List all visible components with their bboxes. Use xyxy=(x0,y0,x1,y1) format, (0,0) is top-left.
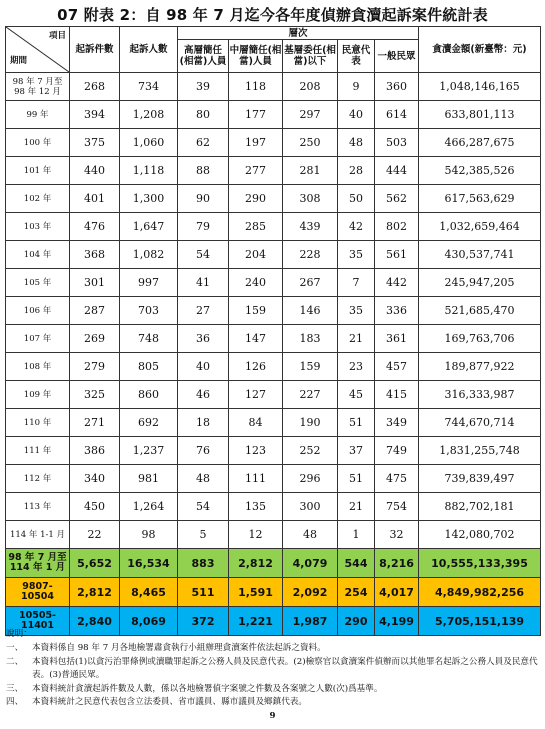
summary-cell-high: 372 xyxy=(178,607,229,636)
cell-amount: 1,831,255,748 xyxy=(419,437,541,465)
col-header-base: 基層委任(相當)以下 xyxy=(283,40,338,73)
cell-base: 308 xyxy=(283,185,338,213)
cell-rep: 51 xyxy=(338,409,375,437)
cell-cases: 325 xyxy=(70,381,120,409)
note-item xyxy=(6,683,540,697)
cell-persons: 1,300 xyxy=(120,185,178,213)
cell-rep: 42 xyxy=(338,213,375,241)
cell-mid: 159 xyxy=(229,297,283,325)
cell-period: 111 年 xyxy=(6,437,70,465)
cell-period: 101 年 xyxy=(6,157,70,185)
table-corner-header xyxy=(6,27,70,73)
notes-title: 說明： xyxy=(6,629,32,639)
table-row xyxy=(6,129,541,157)
cell-amount: 542,385,526 xyxy=(419,157,541,185)
note-text: 本資料係自 98 年 7 月各地檢署肅貪執行小組辦理貪瀆案件依法起訴之資料。 xyxy=(32,643,326,653)
note-number: 二、 xyxy=(6,656,24,667)
cell-mid: 135 xyxy=(229,493,283,521)
cell-period: 113 年 xyxy=(6,493,70,521)
summary-cell-persons: 16,534 xyxy=(120,549,178,578)
cell-persons: 1,082 xyxy=(120,241,178,269)
table-row xyxy=(6,493,541,521)
cell-rep: 7 xyxy=(338,269,375,297)
cell-persons: 1,264 xyxy=(120,493,178,521)
cell-cases: 394 xyxy=(70,101,120,129)
summary-cell-high: 511 xyxy=(178,578,229,607)
note-item xyxy=(6,656,540,683)
cell-persons: 98 xyxy=(120,521,178,549)
cell-public: 802 xyxy=(375,213,419,241)
cell-base: 296 xyxy=(283,465,338,493)
cell-amount: 169,763,706 xyxy=(419,325,541,353)
note-text: 本資料包括(1)以貪污治罪條例或瀆職罪起訴之公務人員及民意代表。(2)檢察官以貪瀆案件偵辦而以其他罪名起訴之公務人員及民意代表。(3)普通民眾。 xyxy=(32,656,538,680)
cell-persons: 805 xyxy=(120,353,178,381)
cell-mid: 126 xyxy=(229,353,283,381)
cell-high: 62 xyxy=(178,129,229,157)
col-header-amount: 貪瀆金額(新臺幣：元) xyxy=(419,27,541,73)
cell-public: 503 xyxy=(375,129,419,157)
col-header-public: 一般民眾 xyxy=(375,40,419,73)
cell-high: 88 xyxy=(178,157,229,185)
cell-persons: 703 xyxy=(120,297,178,325)
summary-row xyxy=(6,578,541,607)
table-row xyxy=(6,157,541,185)
col-header-rank-group: 層次 xyxy=(178,27,419,40)
cell-rep: 9 xyxy=(338,73,375,101)
table-row xyxy=(6,269,541,297)
cell-high: 27 xyxy=(178,297,229,325)
table-row xyxy=(6,73,541,101)
cell-persons: 860 xyxy=(120,381,178,409)
cell-rep: 35 xyxy=(338,241,375,269)
cell-rep: 21 xyxy=(338,325,375,353)
table-row xyxy=(6,353,541,381)
summary-cell-public: 4,199 xyxy=(375,607,419,636)
statistics-table xyxy=(5,26,541,636)
cell-mid: 177 xyxy=(229,101,283,129)
summary-cell-cases: 2,812 xyxy=(70,578,120,607)
table-row xyxy=(6,101,541,129)
table-row xyxy=(6,297,541,325)
summary-cell-period: 9807-10504 xyxy=(6,578,70,607)
summary-cell-base: 4,079 xyxy=(283,549,338,578)
cell-high: 40 xyxy=(178,353,229,381)
cell-rep: 45 xyxy=(338,381,375,409)
table-row xyxy=(6,241,541,269)
corner-item-label: 項目 xyxy=(48,31,66,41)
cell-mid: 84 xyxy=(229,409,283,437)
cell-public: 349 xyxy=(375,409,419,437)
cell-amount: 189,877,922 xyxy=(419,353,541,381)
cell-cases: 476 xyxy=(70,213,120,241)
cell-public: 614 xyxy=(375,101,419,129)
cell-rep: 1 xyxy=(338,521,375,549)
cell-persons: 1,647 xyxy=(120,213,178,241)
table-row xyxy=(6,185,541,213)
cell-mid: 240 xyxy=(229,269,283,297)
summary-cell-cases: 2,840 xyxy=(70,607,120,636)
summary-cell-amount: 5,705,151,139 xyxy=(419,607,541,636)
cell-mid: 147 xyxy=(229,325,283,353)
cell-cases: 279 xyxy=(70,353,120,381)
summary-cell-amount: 10,555,133,395 xyxy=(419,549,541,578)
cell-period: 103 年 xyxy=(6,213,70,241)
cell-period: 112 年 xyxy=(6,465,70,493)
summary-cell-persons: 8,465 xyxy=(120,578,178,607)
cell-base: 146 xyxy=(283,297,338,325)
summary-cell-public: 4,017 xyxy=(375,578,419,607)
cell-period: 108 年 xyxy=(6,353,70,381)
cell-base: 208 xyxy=(283,73,338,101)
cell-rep: 50 xyxy=(338,185,375,213)
cell-base: 183 xyxy=(283,325,338,353)
cell-high: 39 xyxy=(178,73,229,101)
cell-amount: 466,287,675 xyxy=(419,129,541,157)
cell-base: 439 xyxy=(283,213,338,241)
cell-cases: 375 xyxy=(70,129,120,157)
cell-mid: 111 xyxy=(229,465,283,493)
cell-cases: 22 xyxy=(70,521,120,549)
summary-cell-public: 8,216 xyxy=(375,549,419,578)
cell-base: 250 xyxy=(283,129,338,157)
cell-public: 475 xyxy=(375,465,419,493)
cell-public: 754 xyxy=(375,493,419,521)
summary-cell-amount: 4,849,982,256 xyxy=(419,578,541,607)
summary-cell-cases: 5,652 xyxy=(70,549,120,578)
summary-cell-base: 2,092 xyxy=(283,578,338,607)
cell-cases: 301 xyxy=(70,269,120,297)
cell-base: 228 xyxy=(283,241,338,269)
summary-cell-mid: 1,591 xyxy=(229,578,283,607)
summary-cell-rep: 254 xyxy=(338,578,375,607)
cell-public: 361 xyxy=(375,325,419,353)
summary-cell-persons: 8,069 xyxy=(120,607,178,636)
cell-amount: 617,563,629 xyxy=(419,185,541,213)
cell-persons: 692 xyxy=(120,409,178,437)
note-text: 本資料統計貪瀆起訴件數及人數，係以各地檢署偵字案號之件數及各案號之人數(次)爲基準。 xyxy=(32,683,383,694)
page-title: 07 附表 2：自 98 年 7 月迄今各年度偵辦貪瀆起訴案件統計表 xyxy=(57,6,488,24)
table-row xyxy=(6,465,541,493)
cell-cases: 271 xyxy=(70,409,120,437)
cell-amount: 1,048,146,165 xyxy=(419,73,541,101)
cell-public: 442 xyxy=(375,269,419,297)
cell-mid: 204 xyxy=(229,241,283,269)
cell-base: 300 xyxy=(283,493,338,521)
summary-cell-rep: 544 xyxy=(338,549,375,578)
cell-amount: 316,333,987 xyxy=(419,381,541,409)
cell-period: 99 年 xyxy=(6,101,70,129)
table-row xyxy=(6,325,541,353)
cell-persons: 981 xyxy=(120,465,178,493)
cell-base: 190 xyxy=(283,409,338,437)
cell-rep: 23 xyxy=(338,353,375,381)
cell-mid: 123 xyxy=(229,437,283,465)
cell-high: 36 xyxy=(178,325,229,353)
cell-rep: 21 xyxy=(338,493,375,521)
cell-period: 102 年 xyxy=(6,185,70,213)
col-header-rep: 民意代表 xyxy=(338,40,375,73)
cell-persons: 734 xyxy=(120,73,178,101)
cell-high: 80 xyxy=(178,101,229,129)
cell-persons: 1,060 xyxy=(120,129,178,157)
summary-cell-mid: 1,221 xyxy=(229,607,283,636)
cell-base: 48 xyxy=(283,521,338,549)
cell-amount: 1,032,659,464 xyxy=(419,213,541,241)
cell-base: 159 xyxy=(283,353,338,381)
notes-section xyxy=(6,628,540,710)
cell-mid: 12 xyxy=(229,521,283,549)
cell-mid: 197 xyxy=(229,129,283,157)
cell-amount: 245,947,205 xyxy=(419,269,541,297)
cell-rep: 40 xyxy=(338,101,375,129)
table-row xyxy=(6,521,541,549)
table-row xyxy=(6,437,541,465)
cell-public: 561 xyxy=(375,241,419,269)
cell-persons: 1,208 xyxy=(120,101,178,129)
cell-period: 109 年 xyxy=(6,381,70,409)
note-number: 三、 xyxy=(6,683,24,694)
cell-period: 107 年 xyxy=(6,325,70,353)
cell-rep: 51 xyxy=(338,465,375,493)
table-row xyxy=(6,381,541,409)
note-text: 本資料統計之民意代表包含立法委員、省市議員、縣市議員及鄉鎮代表。 xyxy=(32,697,308,707)
cell-persons: 1,237 xyxy=(120,437,178,465)
cell-amount: 521,685,470 xyxy=(419,297,541,325)
cell-mid: 285 xyxy=(229,213,283,241)
cell-mid: 277 xyxy=(229,157,283,185)
summary-cell-period: 10505-11401 xyxy=(6,607,70,636)
cell-amount: 882,702,181 xyxy=(419,493,541,521)
cell-cases: 287 xyxy=(70,297,120,325)
cell-rep: 37 xyxy=(338,437,375,465)
cell-mid: 290 xyxy=(229,185,283,213)
note-number: 四、 xyxy=(6,697,24,707)
cell-cases: 440 xyxy=(70,157,120,185)
cell-public: 336 xyxy=(375,297,419,325)
cell-persons: 997 xyxy=(120,269,178,297)
cell-high: 79 xyxy=(178,213,229,241)
cell-cases: 401 xyxy=(70,185,120,213)
cell-mid: 118 xyxy=(229,73,283,101)
cell-high: 54 xyxy=(178,241,229,269)
cell-base: 297 xyxy=(283,101,338,129)
cell-cases: 340 xyxy=(70,465,120,493)
cell-amount: 739,839,497 xyxy=(419,465,541,493)
cell-amount: 633,801,113 xyxy=(419,101,541,129)
cell-rep: 28 xyxy=(338,157,375,185)
cell-high: 46 xyxy=(178,381,229,409)
cell-base: 281 xyxy=(283,157,338,185)
summary-cell-period: 98 年 7 月至 114 年 1 月 xyxy=(6,549,70,578)
cell-mid: 127 xyxy=(229,381,283,409)
cell-amount: 744,670,714 xyxy=(419,409,541,437)
col-header-high: 高層簡任(相當)人員 xyxy=(178,40,229,73)
cell-cases: 450 xyxy=(70,493,120,521)
table-row xyxy=(6,213,541,241)
cell-high: 18 xyxy=(178,409,229,437)
cell-period: 110 年 xyxy=(6,409,70,437)
cell-persons: 1,118 xyxy=(120,157,178,185)
summary-cell-mid: 2,812 xyxy=(229,549,283,578)
cell-high: 90 xyxy=(178,185,229,213)
cell-public: 749 xyxy=(375,437,419,465)
cell-public: 457 xyxy=(375,353,419,381)
cell-high: 54 xyxy=(178,493,229,521)
cell-high: 48 xyxy=(178,465,229,493)
col-header-mid: 中層簡任(相當)人員 xyxy=(229,40,283,73)
note-number: 一、 xyxy=(6,643,24,653)
cell-cases: 269 xyxy=(70,325,120,353)
summary-cell-rep: 290 xyxy=(338,607,375,636)
cell-amount: 430,537,741 xyxy=(419,241,541,269)
cell-base: 267 xyxy=(283,269,338,297)
cell-rep: 35 xyxy=(338,297,375,325)
corner-period-label: 期間 xyxy=(10,56,28,66)
col-header-persons: 起訴人數 xyxy=(120,27,178,73)
cell-public: 415 xyxy=(375,381,419,409)
col-header-cases: 起訴件數 xyxy=(70,27,120,73)
cell-high: 5 xyxy=(178,521,229,549)
cell-period: 105 年 xyxy=(6,269,70,297)
cell-public: 562 xyxy=(375,185,419,213)
cell-high: 41 xyxy=(178,269,229,297)
cell-period: 104 年 xyxy=(6,241,70,269)
cell-cases: 386 xyxy=(70,437,120,465)
cell-amount: 142,080,702 xyxy=(419,521,541,549)
cell-period: 114 年 1-1 月 xyxy=(6,521,70,549)
summary-cell-high: 883 xyxy=(178,549,229,578)
cell-public: 360 xyxy=(375,73,419,101)
summary-cell-base: 1,987 xyxy=(283,607,338,636)
cell-period: 106 年 xyxy=(6,297,70,325)
cell-persons: 748 xyxy=(120,325,178,353)
summary-row xyxy=(6,549,541,578)
cell-high: 76 xyxy=(178,437,229,465)
note-item xyxy=(6,696,540,710)
cell-rep: 48 xyxy=(338,129,375,157)
cell-public: 32 xyxy=(375,521,419,549)
cell-cases: 368 xyxy=(70,241,120,269)
cell-base: 252 xyxy=(283,437,338,465)
cell-period: 100 年 xyxy=(6,129,70,157)
note-item xyxy=(6,642,540,656)
table-row xyxy=(6,409,541,437)
page-number: 9 xyxy=(269,711,276,721)
cell-base: 227 xyxy=(283,381,338,409)
cell-public: 444 xyxy=(375,157,419,185)
cell-period: 98 年 7 月至 98 年 12 月 xyxy=(6,73,70,101)
cell-cases: 268 xyxy=(70,73,120,101)
